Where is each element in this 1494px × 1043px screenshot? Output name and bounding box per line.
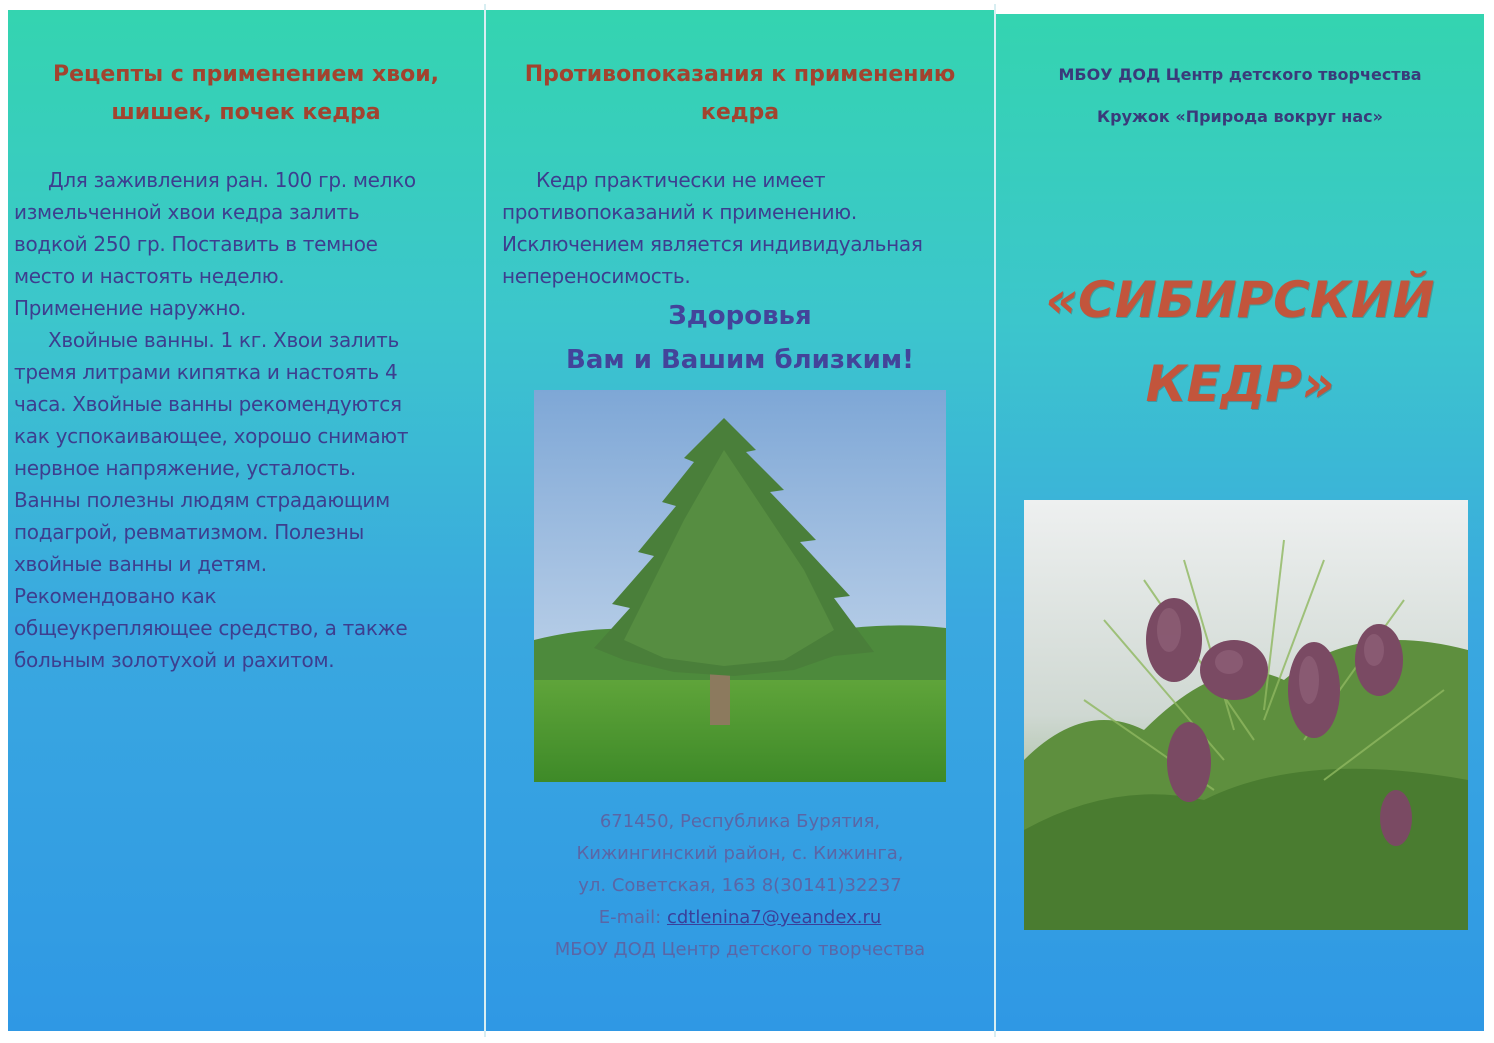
- recipes-line: [14, 516, 478, 548]
- org-name: МБОУ ДОД Центр детского творчества: [1058, 65, 1422, 84]
- recipes-line: [14, 196, 478, 228]
- recipes-line: [14, 260, 478, 292]
- recipes-line: [14, 644, 478, 676]
- contra-line: [502, 260, 988, 292]
- contact-address-line2: Кижингинский район, с. Кижинга,: [576, 843, 904, 864]
- recipes-line-text: Применение наружно.: [14, 296, 247, 320]
- recipes-panel: [8, 10, 484, 1031]
- contact-address-line1: 671450, Республика Бурятия,: [599, 811, 881, 832]
- recipes-line-text: подагрой, ревматизмом. Полезны: [14, 520, 364, 544]
- recipes-line-text: хвойные ванны и детям.: [14, 552, 267, 576]
- contra-line: [502, 228, 988, 260]
- recipes-text: [14, 164, 478, 676]
- recipes-line-text: место и настоять неделю.: [14, 264, 285, 288]
- contra-line-text: Кедр практически не имеет: [536, 168, 826, 192]
- contra-line-text: Исключением является индивидуальная: [502, 232, 923, 256]
- recipes-line: [14, 388, 478, 420]
- contra-line: [502, 196, 988, 228]
- recipes-line-text: Ванны полезны людям страдающим: [14, 488, 390, 512]
- recipes-line-text: часа. Хвойные ванны рекомендуются: [14, 392, 402, 416]
- contact-org-line: МБОУ ДОД Центр детского творчества: [554, 939, 926, 960]
- cedar-tree-photo: [534, 390, 946, 782]
- recipes-line: [14, 228, 478, 260]
- cover-title-line1: «СИБИРСКИЙ: [1045, 271, 1435, 329]
- club-name: Кружок «Природа вокруг нас»: [1097, 107, 1383, 126]
- cover-panel: [996, 14, 1484, 1031]
- recipes-line-text: измельченной хвои кедра залить: [14, 200, 360, 224]
- recipes-line: [14, 548, 478, 580]
- contraindications-panel: [486, 10, 994, 1031]
- contra-title-line1: Противопоказания к применению: [524, 62, 956, 87]
- recipes-line-text: как успокаивающее, хорошо снимают: [14, 424, 409, 448]
- contact-email-line: [486, 902, 994, 934]
- fold-line-left: [484, 4, 486, 1037]
- recipes-line: [14, 484, 478, 516]
- contact-address-line3: ул. Советская, 163 8(30141)32237: [578, 875, 902, 896]
- greeting-line2: Вам и Вашим близким!: [566, 345, 914, 375]
- recipes-line: [14, 324, 478, 356]
- recipes-line: [14, 164, 478, 196]
- greeting-line1: Здоровья: [668, 301, 812, 331]
- contra-line-text: непереносимость.: [502, 264, 691, 288]
- recipes-title-line2: шишек, почек кедра: [111, 100, 381, 125]
- recipes-line-text: водкой 250 гр. Поставить в темное: [14, 232, 378, 256]
- recipes-line: [14, 292, 478, 324]
- email-link[interactable]: cdtlenina7@yeandex.ru: [666, 907, 882, 928]
- recipes-line-text: тремя литрами кипятка и настоять 4: [14, 360, 398, 384]
- recipes-line: [14, 356, 478, 388]
- contra-text: [502, 164, 988, 292]
- recipes-title-line1: Рецепты с применением хвои,: [52, 62, 440, 87]
- recipes-line-text: больным золотухой и рахитом.: [14, 648, 335, 672]
- recipes-line-text: общеукрепляющее средство, а также: [14, 616, 408, 640]
- fold-line-right: [994, 4, 996, 1037]
- recipes-line-text: Рекомендовано как: [14, 584, 217, 608]
- recipes-line-text: нервное напряжение, усталость.: [14, 456, 356, 480]
- email-label: E-mail:: [598, 907, 667, 928]
- contact-block: [486, 806, 994, 966]
- contra-title-line2: кедра: [700, 100, 780, 125]
- contra-line: [502, 164, 988, 196]
- recipes-line-text: Для заживления ран. 100 гр. мелко: [48, 168, 416, 192]
- recipes-line: [14, 580, 478, 612]
- contra-line-text: противопоказаний к применению.: [502, 200, 857, 224]
- recipes-line-text: Хвойные ванны. 1 кг. Хвои залить: [48, 328, 399, 352]
- cover-title-line2: КЕДР»: [1145, 355, 1335, 413]
- recipes-line: [14, 612, 478, 644]
- recipes-line: [14, 452, 478, 484]
- cedar-cones-photo: [1024, 500, 1468, 930]
- recipes-line: [14, 420, 478, 452]
